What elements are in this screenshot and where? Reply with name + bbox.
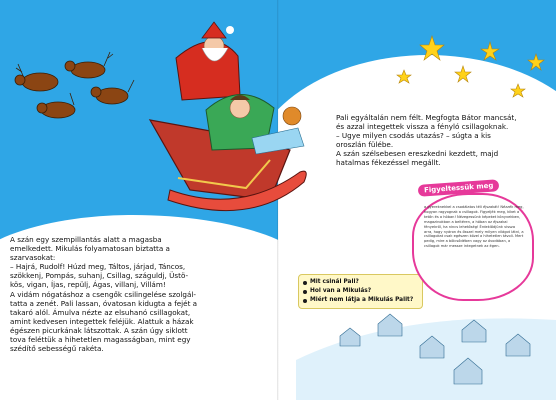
parent-note [412,193,534,301]
question-item [303,278,418,287]
bullet-icon [303,290,307,294]
star-icon [397,36,544,97]
village-illustration [296,314,556,400]
bullet-icon [303,299,307,303]
reindeer-illustration [15,52,134,118]
bullet-icon [303,281,307,285]
note-title: Figyeltessük meg [418,179,500,197]
right-page-paragraph: Pali egyáltalán nem félt. Megfogta Bátor mancsát, és azzal integettek vissza a fényló csillagoknak. – Ugye milyen csodás utazás? – súgta a kis oroszlán fülébe. A szán szélsebesen ereszkedni kezdett, majd hatalmas fékezéssel megállt. [336,113,517,168]
santa-illustration [176,22,240,100]
questions-box [298,274,423,309]
snow-trail [154,230,249,271]
note-body: a gyereknekkel a csodálatos téli éjszakát! Nézzék meg, hogyan ragyognak a csillagok. Figyeljék meg, kiket a tetőn és a hóban! Nézegessünk képeket könyvekben, magazinokban a beltéren, a hóban az éjszakai fényekről, ha nincs lehetőség! Érdeklődjünk vissza arra, hogy nyáron és ősszel mely milyen világot látni, a csillagokat csak egészen közel a hihetetlen távoli. Mert pedig, mire a bölcsődében vagy az óvodában, a csillagok már messze integetnek az égen. [424,205,524,249]
child-illustration [206,94,304,154]
question-item [303,296,418,305]
question-item [303,287,418,296]
question-text: Hol van a Mikulás? [310,288,372,294]
left-page-paragraph: A szán egy szempillantás alatt a magasba emelkedett. Mikulás folyamatosan biztatta a szarvasokat: – Hajrá, Rudolf! Húzd meg, Táltos, járjad, Táncos, szökkenj, Pompás, suhanj, Csillag, száguldj, Üstö- kös, vigan, Íjas, repülj, Ágas, villanj, Villám! A vidám nógatáshoz a csengők csilingelése szolgál- tatta a zenét. Pali lassan, óvatosan kidugta a fejét a takaró alól. Ámulva nézte az elsuhanó csillagokat, amint kedvesen integettek feléjük. Alattuk a házak égészen picurkának látszottak. A szán úgy siklott tova feléttük a hihetetlen magasságban, mint egy szédítő sebességű rakéta. [10,235,198,354]
question-text: Miért nem látja a Mikulás Palit? [310,297,414,303]
question-text: Mit csinál Pali? [310,279,359,285]
